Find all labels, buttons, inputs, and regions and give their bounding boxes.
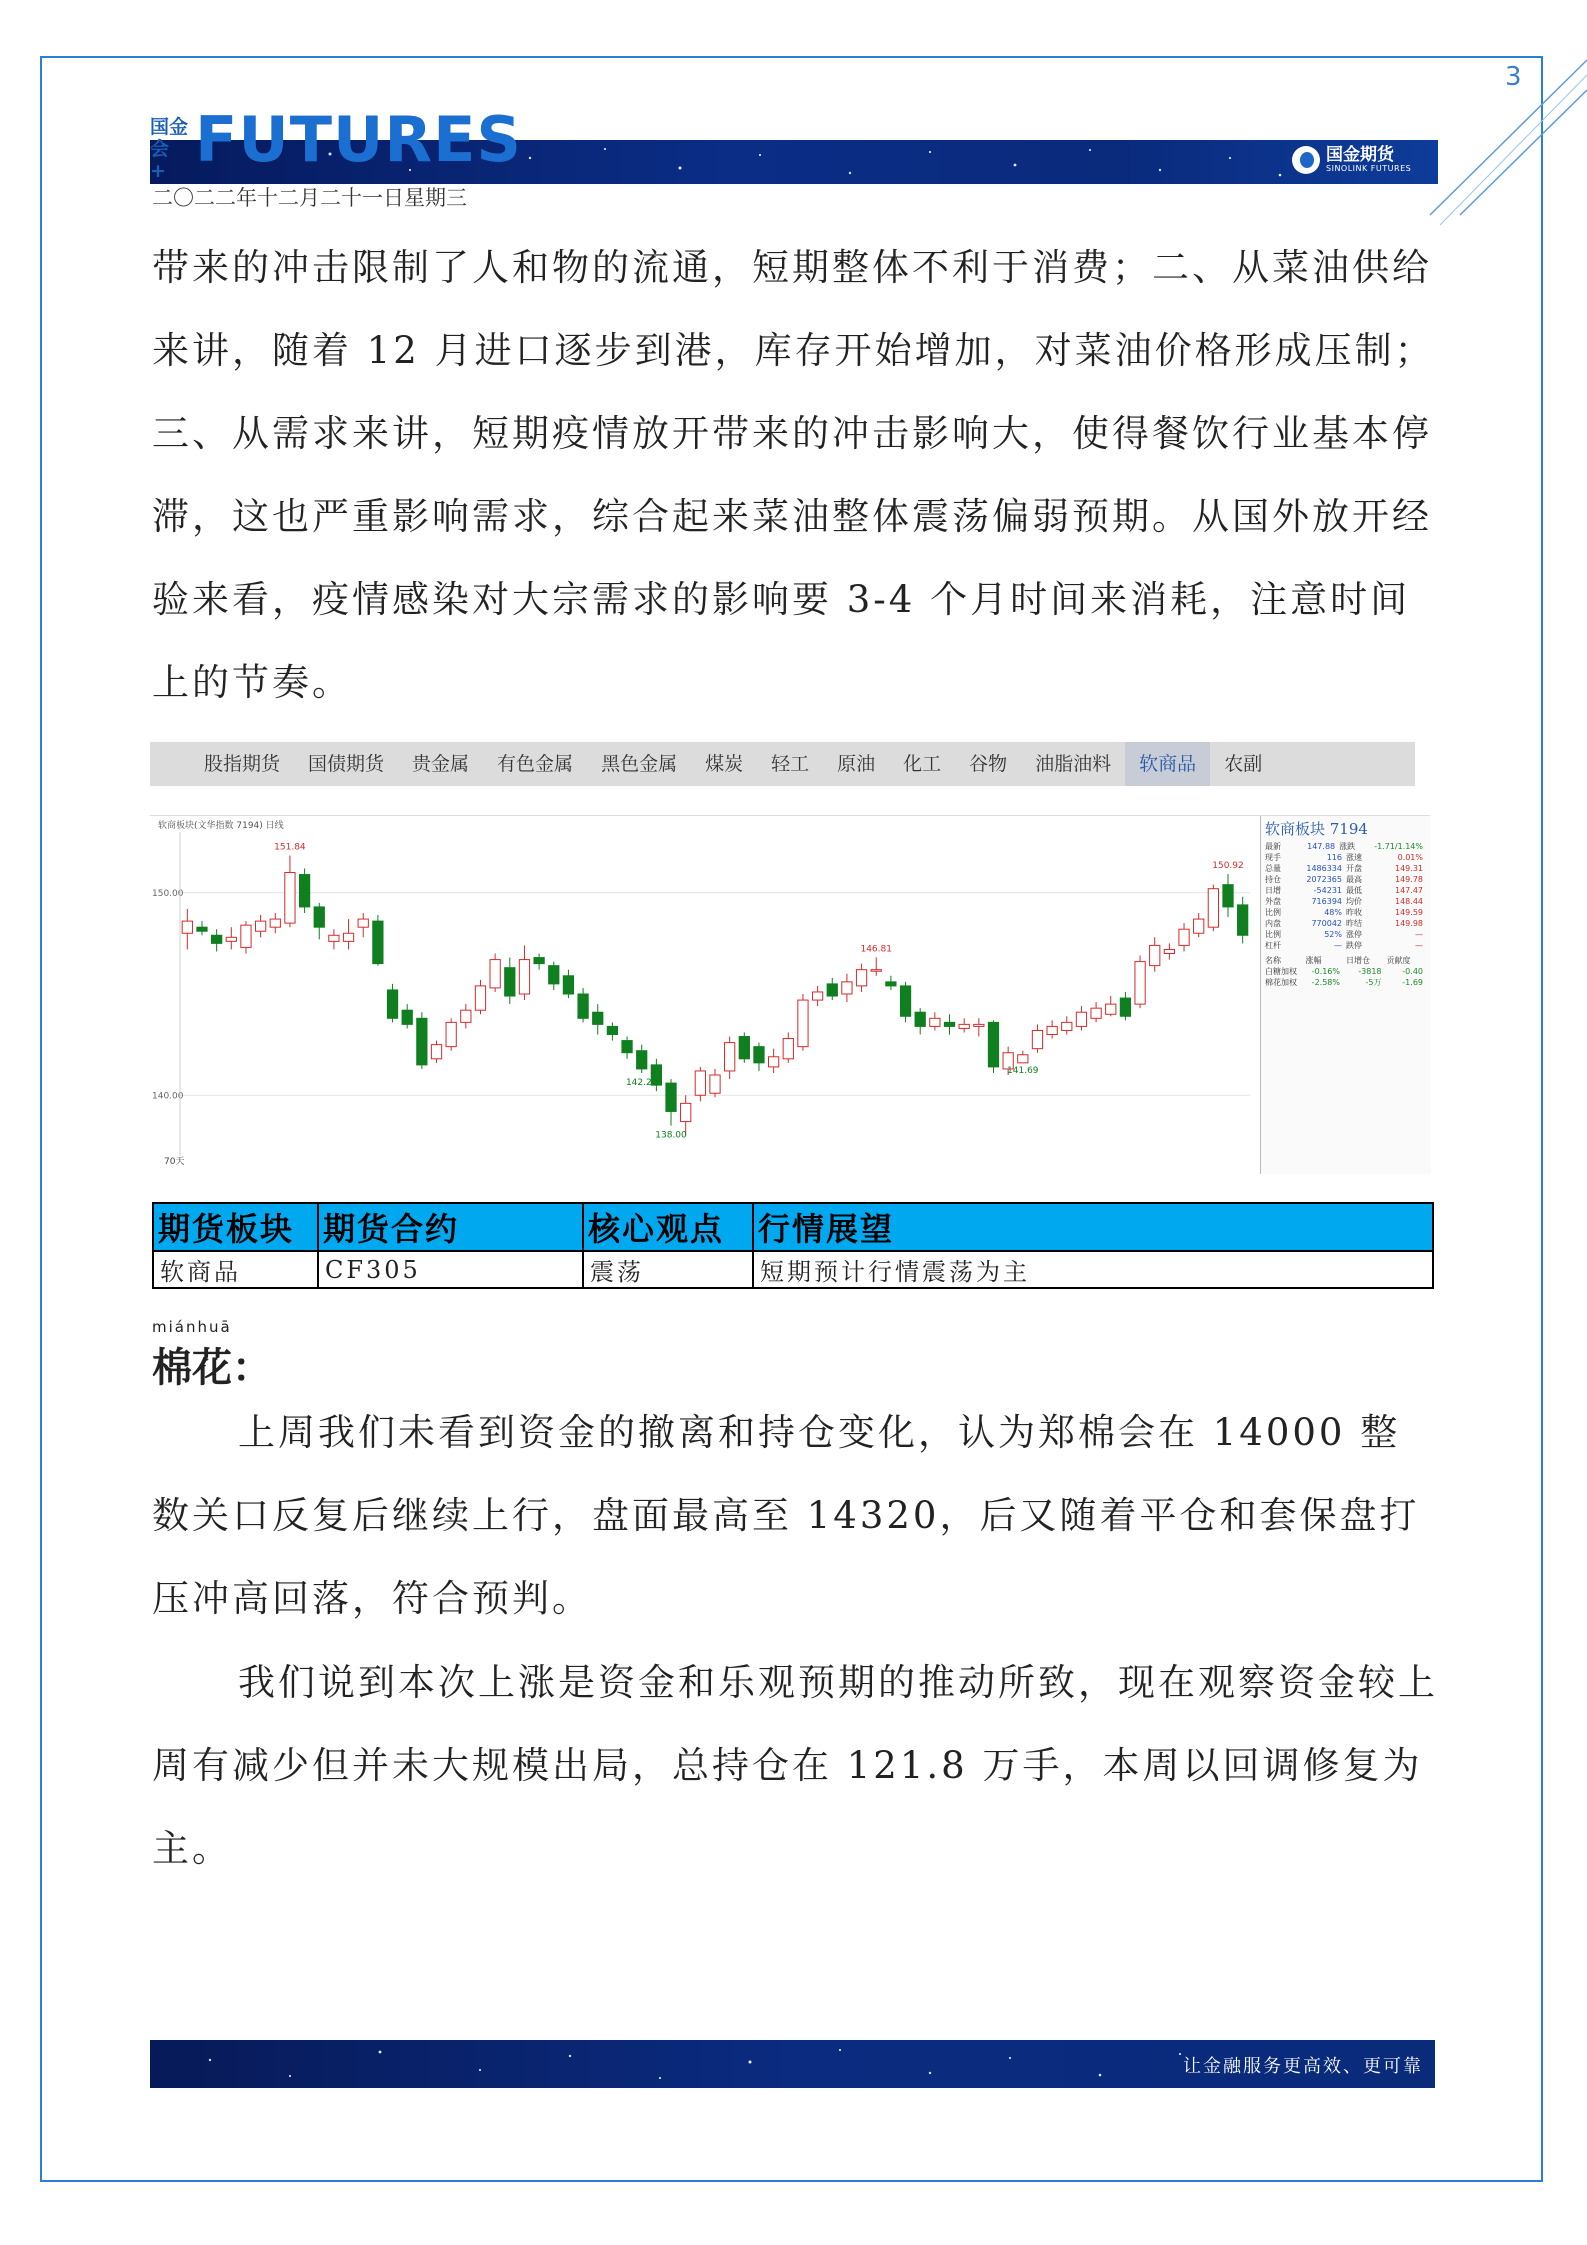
candle-body — [637, 1051, 647, 1069]
candle-body — [842, 982, 852, 994]
quote-cell: 涨停 — [1346, 930, 1362, 939]
brand-logo — [1292, 146, 1411, 174]
quote-cell: 48% — [1324, 908, 1342, 917]
candle-body — [1164, 949, 1174, 953]
quote-sub-cell: -1.69 — [1402, 978, 1423, 987]
tab-3[interactable]: 有色金属 — [497, 753, 574, 775]
quote-sub-cell: -3818 — [1358, 967, 1382, 976]
candle-body — [578, 994, 588, 1018]
quote-cell: 总量 — [1265, 864, 1281, 873]
price-annotation: 141.69 — [1007, 1066, 1039, 1077]
candle-body — [1062, 1022, 1072, 1030]
quote-sub-cell: 棉花加权 — [1265, 978, 1297, 987]
quote-cell: 最低 — [1346, 886, 1362, 895]
quote-sub-row[interactable] — [1261, 966, 1431, 977]
candle-body — [607, 1026, 617, 1034]
quote-cell: 外盘 — [1265, 897, 1281, 906]
candle-body — [871, 970, 881, 972]
quote-cell: 日增 — [1265, 886, 1281, 895]
logo-cn-text: 国金 会 + — [150, 116, 189, 182]
candle-body — [900, 986, 910, 1016]
tab-10[interactable]: 油脂油料 — [1035, 753, 1112, 775]
quote-row — [1261, 896, 1431, 907]
candle-body — [519, 960, 529, 994]
candle-body — [1106, 1004, 1116, 1014]
quote-sub-header-cell: 名称 — [1265, 956, 1281, 965]
candle-body — [739, 1037, 749, 1059]
quote-cell: 716394 — [1311, 897, 1342, 906]
candle-body — [1179, 929, 1189, 945]
tab-1[interactable]: 国债期货 — [308, 753, 385, 775]
quote-cell: — — [1415, 941, 1423, 950]
quote-cell: 52% — [1324, 930, 1342, 939]
candle-body — [490, 960, 500, 988]
table-cell: 震荡 — [583, 1251, 753, 1288]
tab-12[interactable]: 农副 — [1224, 753, 1263, 775]
quote-sub-cell: -5万 — [1365, 978, 1382, 987]
price-annotation: 146.81 — [860, 944, 892, 955]
y-tick-label: 140.00 — [152, 1091, 184, 1102]
y-tick-label: 150.00 — [152, 888, 184, 899]
quote-cell: 最高 — [1346, 875, 1362, 884]
candle-body — [812, 992, 822, 1000]
table-row — [153, 1251, 1433, 1288]
tab-4[interactable]: 黑色金属 — [601, 753, 678, 775]
candle-body — [1194, 919, 1204, 933]
quote-row — [1261, 874, 1431, 885]
quote-cell: 持仓 — [1265, 875, 1281, 884]
candle-body — [402, 1010, 412, 1024]
quote-cell: 149.31 — [1395, 864, 1423, 873]
quote-cell: 149.59 — [1395, 908, 1423, 917]
candle-body — [681, 1103, 691, 1121]
tab-0[interactable]: 股指期货 — [204, 753, 281, 775]
paragraph-text: 上周我们未看到资金的撤离和持仓变化，认为郑棉会在 14000 整数关口反复后继续上行，盘面最高至 14320，后又随着平仓和套保盘打压冲高回落，符合预判。 — [152, 1411, 1420, 1620]
price-annotation: 151.84 — [274, 842, 306, 853]
candle-body — [886, 982, 896, 986]
price-annotation: 138.00 — [655, 1130, 687, 1141]
candle-body — [622, 1041, 632, 1053]
candle-body — [299, 875, 309, 907]
quote-cell: 现手 — [1265, 853, 1281, 862]
candle-body — [255, 921, 265, 931]
quote-sub-header-cell: 日增仓 — [1346, 956, 1370, 965]
candle-body — [534, 958, 544, 964]
quote-panel — [1260, 816, 1431, 1174]
tab-5[interactable]: 煤炭 — [705, 753, 744, 775]
candle-body — [197, 927, 207, 931]
quote-cell: 147.47 — [1395, 886, 1423, 895]
quote-cell: 涨速 — [1346, 853, 1362, 862]
candle-body — [446, 1022, 456, 1046]
candle-body — [431, 1045, 441, 1059]
brand-circle-icon — [1292, 146, 1320, 174]
table-header: 期货合约 — [318, 1203, 583, 1251]
paragraph-bottom-1 — [152, 1391, 1438, 1640]
quote-cell: -1.71/1.14% — [1374, 842, 1423, 851]
candle-body — [1120, 998, 1130, 1016]
candlestick-chart — [150, 815, 1430, 1174]
candle-body — [182, 921, 192, 933]
page-number: 3 — [1505, 62, 1522, 92]
price-annotation: 150.92 — [1212, 861, 1244, 872]
candle-body — [373, 921, 383, 964]
quote-cell: 最新 — [1265, 842, 1281, 851]
candle-body — [930, 1018, 940, 1026]
candle-body — [241, 925, 251, 947]
candle-body — [329, 935, 339, 941]
report-date: 二〇二二年十二月二十一日星期三 — [152, 186, 467, 210]
tab-7[interactable]: 原油 — [837, 753, 876, 775]
candle-body — [1076, 1012, 1086, 1026]
section-pinyin: miánhuā — [152, 1318, 232, 1336]
candle-body — [1032, 1030, 1042, 1048]
paragraph-text: 我们说到本次上涨是资金和乐观预期的推动所致，现在观察资金较上周有减少但并未大规模出局，总持仓在 121.8 万手，本周以回调修复为主。 — [152, 1661, 1438, 1870]
candle-body — [725, 1043, 735, 1071]
candle-body — [417, 1018, 427, 1065]
candle-body — [549, 966, 559, 984]
quote-cell: 148.44 — [1395, 897, 1423, 906]
quote-cell: 116 — [1326, 853, 1342, 862]
quote-panel-title: 软商板块 7194 — [1265, 820, 1368, 838]
candle-body — [1238, 905, 1248, 935]
quote-cell: 内盘 — [1265, 919, 1281, 928]
quote-sub-cell: -2.58% — [1311, 978, 1340, 987]
candle-body — [710, 1075, 720, 1093]
quote-cell: 跌停 — [1346, 941, 1362, 950]
candle-body — [827, 984, 837, 996]
candle-body — [695, 1071, 705, 1095]
candle-body — [358, 919, 368, 927]
quote-sub-cell: 白糖加权 — [1265, 967, 1297, 976]
candle-body — [593, 1012, 603, 1024]
tab-8[interactable]: 化工 — [903, 753, 942, 775]
candle-body — [461, 1010, 471, 1022]
table-header: 期货板块 — [153, 1203, 318, 1251]
logo-en-text: FUTURES — [195, 103, 523, 176]
quote-sub-header — [1261, 955, 1431, 966]
quote-row — [1261, 863, 1431, 874]
candle-body — [1018, 1055, 1028, 1063]
market-tabs — [150, 742, 1415, 786]
quote-cell: 149.78 — [1395, 875, 1423, 884]
quote-sub-cell: -0.16% — [1311, 967, 1340, 976]
chart-plot — [150, 816, 1260, 1174]
candle-body — [915, 1012, 925, 1026]
candle-body — [314, 907, 324, 927]
quote-cell: — — [1334, 941, 1342, 950]
tab-11[interactable]: 软商品 — [1125, 742, 1210, 786]
quote-cell: 770042 — [1311, 919, 1342, 928]
candle-body — [959, 1024, 969, 1028]
candle-body — [1135, 962, 1145, 1005]
candle-body — [1223, 885, 1233, 907]
candle-body — [563, 976, 573, 994]
table-cell: CF305 — [318, 1251, 583, 1288]
corner-decoration — [1420, 40, 1587, 230]
candle-body — [783, 1039, 793, 1059]
quote-cell: 0.01% — [1397, 853, 1423, 862]
quote-cell: 涨跌 — [1339, 842, 1356, 851]
quote-row — [1261, 852, 1431, 863]
candle-body — [270, 919, 280, 927]
quote-row — [1261, 841, 1431, 852]
table-header: 核心观点 — [583, 1203, 753, 1251]
quote-row — [1261, 940, 1431, 951]
candle-body — [212, 935, 222, 943]
quote-cell: 149.98 — [1395, 919, 1423, 928]
quote-row — [1261, 918, 1431, 929]
footer-slogan: 让金融服务更高效、更可靠 — [1183, 2056, 1423, 2077]
paragraph-top — [152, 226, 1438, 724]
candle-body — [1091, 1008, 1101, 1018]
table-cell: 短期预计行情震荡为主 — [753, 1251, 1433, 1288]
quote-row — [1261, 907, 1431, 918]
candle-body — [769, 1057, 779, 1067]
candle-body — [988, 1022, 998, 1067]
tab-9[interactable]: 谷物 — [969, 753, 1008, 775]
quote-cell: 杠杆 — [1265, 941, 1281, 950]
outlook-table — [152, 1202, 1434, 1289]
quote-row — [1261, 885, 1431, 896]
quote-sub-row[interactable] — [1261, 977, 1431, 988]
brand-name: 国金期货 — [1326, 145, 1394, 165]
quote-row — [1261, 929, 1431, 940]
candle-body — [974, 1024, 984, 1026]
quote-cell: 2072365 — [1306, 875, 1342, 884]
quote-cell: 昨结 — [1346, 919, 1362, 928]
candle-body — [285, 873, 295, 924]
tab-6[interactable]: 轻工 — [771, 753, 810, 775]
table-cell: 软商品 — [153, 1251, 318, 1288]
quote-cell: 开盘 — [1346, 864, 1362, 873]
candle-body — [475, 986, 485, 1010]
table-header: 行情展望 — [753, 1203, 1433, 1251]
candle-body — [1047, 1026, 1057, 1034]
chart-caption: 软商板块(文华指数 7194) 日线 — [158, 821, 284, 831]
brand-name-en: SINOLINK FUTURES — [1326, 164, 1412, 173]
candle-body — [1150, 945, 1160, 965]
footer-band — [150, 2040, 1435, 2088]
candle-body — [343, 933, 353, 941]
quote-cell: — — [1415, 930, 1423, 939]
quote-sub-cell: -0.40 — [1402, 967, 1423, 976]
quote-cell: 比例 — [1265, 930, 1281, 939]
candle-body — [1208, 889, 1218, 927]
quote-sub-header-cell: 贡献度 — [1386, 956, 1411, 965]
section-heading: 棉花： — [152, 1345, 272, 1391]
candle-body — [944, 1022, 954, 1026]
candle-body — [798, 1000, 808, 1047]
quote-cell: -54231 — [1313, 886, 1342, 895]
candle-body — [856, 970, 866, 986]
candle-body — [387, 990, 397, 1018]
paragraph-text: 带来的冲击限制了人和物的流通，短期整体不利于消费；二、从菜油供给来讲，随着 12 月进口逐步到港，库存开始增加，对菜油价格形成压制；三、从需求来讲，短期疫情放开带来的冲击影响大，使得餐饮行业基本停滞，这也严重影响需求，综合起来菜油整体震荡偏弱预期。从国外放开经验来看，疫情感染对大宗需求的影响要 3-4 个月时间来消耗，注意时间上的节奏。 — [152, 246, 1435, 704]
tab-2[interactable]: 贵金属 — [412, 753, 470, 775]
quote-sub-header-cell: 涨幅 — [1305, 956, 1322, 965]
period-label: 70天 — [164, 1157, 185, 1167]
quote-cell: 1486334 — [1306, 864, 1342, 873]
candle-body — [226, 937, 236, 941]
candle-body — [754, 1047, 764, 1063]
quote-cell: 147.88 — [1307, 842, 1336, 851]
paragraph-bottom-2 — [152, 1641, 1438, 1890]
price-annotation: 142.20 — [625, 1077, 658, 1088]
quote-cell: 比例 — [1265, 908, 1281, 917]
quote-cell: 均价 — [1346, 897, 1362, 906]
candle-body — [666, 1083, 676, 1111]
candle-body — [505, 968, 515, 996]
quote-cell: 昨收 — [1346, 908, 1362, 917]
